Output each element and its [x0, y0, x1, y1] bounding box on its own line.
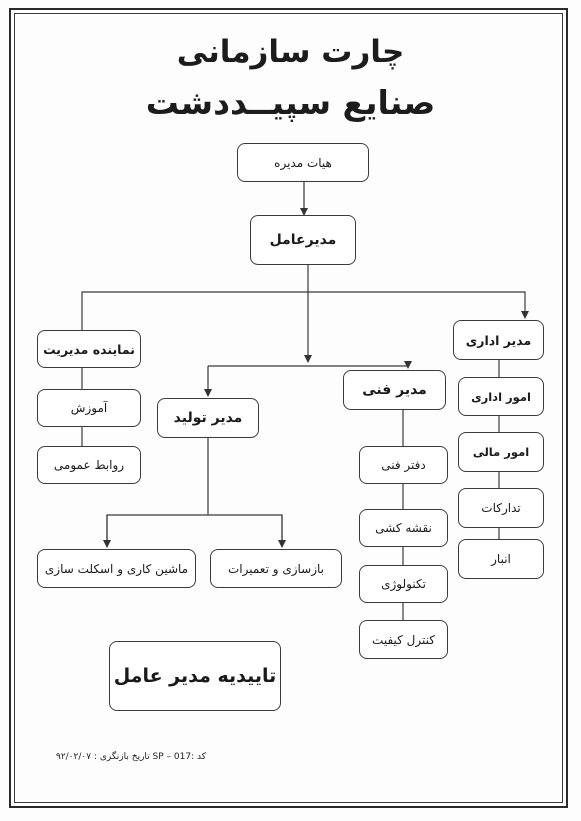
- node-ceo: مدیرعامل: [250, 215, 356, 265]
- chart-title: چارت سازمانی: [176, 34, 405, 70]
- node-procurement: تدارکات: [458, 488, 544, 528]
- connector-prod-bus: [107, 515, 282, 546]
- node-maintenance: بازسازی و تعمیرات: [210, 549, 342, 588]
- node-board: هیات مدیره: [237, 143, 369, 182]
- ceo-approval-box: تاییدیه مدیر عامل: [109, 641, 281, 711]
- document-code-footer: کد :017 – SP تاریخ بازنگری : ۹۲/۰۲/۰۷: [55, 752, 206, 762]
- node-management-rep: نماینده مدیریت: [37, 330, 141, 368]
- node-production-manager: مدیر تولید: [157, 398, 259, 438]
- node-technical-office: دفتر فنی: [359, 446, 448, 484]
- node-technical-manager: مدیر فنی: [343, 370, 446, 410]
- node-warehouse: انبار: [458, 539, 544, 579]
- node-machining: ماشین کاری و اسکلت سازی: [37, 549, 196, 588]
- node-admin-affairs: امور اداری: [458, 377, 544, 416]
- company-name: صنایع سپیــددشت: [145, 83, 436, 122]
- node-technology: تکنولوژی: [359, 565, 448, 603]
- node-financial-affairs: امور مالی: [458, 432, 544, 472]
- node-training: آموزش: [37, 389, 141, 427]
- node-quality-control: کنترل کیفیت: [359, 620, 448, 659]
- node-admin-manager: مدیر اداری: [453, 320, 544, 360]
- node-public-relations: روابط عمومی: [37, 446, 141, 484]
- node-drafting: نقشه کشی: [359, 509, 448, 547]
